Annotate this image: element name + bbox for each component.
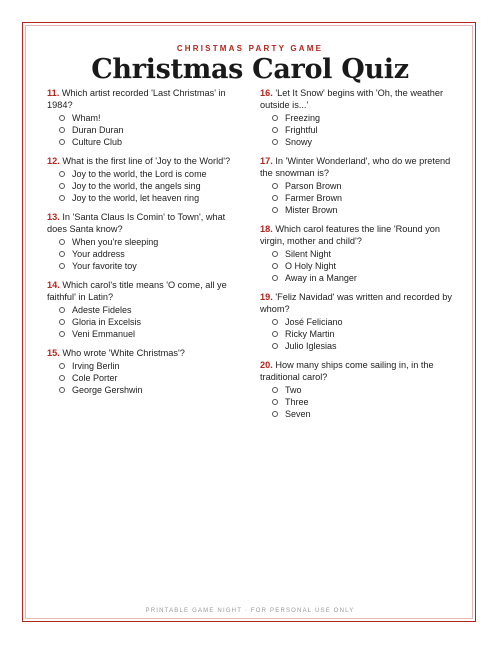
options-list bbox=[260, 384, 460, 420]
option-item: Mister Brown bbox=[272, 204, 460, 216]
question-text: How many ships come sailing in, in the traditional carol? bbox=[260, 360, 434, 382]
options-list bbox=[47, 236, 247, 272]
option-item: Joy to the world, the Lord is come bbox=[59, 168, 247, 180]
option-item: Veni Emmanuel bbox=[59, 328, 247, 340]
question-number: 13. bbox=[47, 212, 60, 222]
circle-bullet-icon bbox=[59, 363, 65, 369]
circle-bullet-icon bbox=[272, 139, 278, 145]
circle-bullet-icon bbox=[272, 319, 278, 325]
circle-bullet-icon bbox=[59, 115, 65, 121]
circle-bullet-icon bbox=[59, 183, 65, 189]
option-item: Seven bbox=[272, 408, 460, 420]
option-item: Julio Iglesias bbox=[272, 340, 460, 352]
circle-bullet-icon bbox=[272, 411, 278, 417]
options-list bbox=[260, 112, 460, 148]
option-item: Parson Brown bbox=[272, 180, 460, 192]
option-item: Two bbox=[272, 384, 460, 396]
question-18 bbox=[260, 223, 460, 284]
circle-bullet-icon bbox=[59, 171, 65, 177]
option-item: Farmer Brown bbox=[272, 192, 460, 204]
circle-bullet-icon bbox=[272, 183, 278, 189]
circle-bullet-icon bbox=[272, 207, 278, 213]
question-14 bbox=[47, 279, 247, 340]
option-item: Ricky Martin bbox=[272, 328, 460, 340]
question-text: 'Let It Snow' begins with 'Oh, the weather outside is...' bbox=[260, 88, 444, 110]
options-list bbox=[47, 360, 247, 396]
circle-bullet-icon bbox=[272, 343, 278, 349]
options-list bbox=[47, 304, 247, 340]
question-number: 19. bbox=[260, 292, 273, 302]
option-item: Your address bbox=[59, 248, 247, 260]
circle-bullet-icon bbox=[272, 263, 278, 269]
option-item: Wham! bbox=[59, 112, 247, 124]
question-text: 'Feliz Navidad' was written and recorded by whom? bbox=[260, 292, 452, 314]
circle-bullet-icon bbox=[59, 387, 65, 393]
kicker-label: CHRISTMAS PARTY GAME bbox=[176, 44, 324, 53]
circle-bullet-icon bbox=[59, 195, 65, 201]
question-number: 17. bbox=[260, 156, 273, 166]
question-text: Which carol features the line 'Round yon virgin, mother and child'? bbox=[260, 224, 441, 246]
question-number: 12. bbox=[47, 156, 60, 166]
page-title: Christmas Carol Quiz bbox=[91, 54, 409, 85]
question-text: In 'Santa Claus Is Comin' to Town', what does Santa know? bbox=[47, 212, 226, 234]
option-item: Frightful bbox=[272, 124, 460, 136]
question-17 bbox=[260, 155, 460, 216]
circle-bullet-icon bbox=[59, 251, 65, 257]
question-15 bbox=[47, 347, 247, 396]
option-item: Cole Porter bbox=[59, 372, 247, 384]
circle-bullet-icon bbox=[59, 319, 65, 325]
option-item: Your favorite toy bbox=[59, 260, 247, 272]
question-11 bbox=[47, 87, 247, 148]
question-number: 11. bbox=[47, 88, 60, 98]
circle-bullet-icon bbox=[59, 375, 65, 381]
footer-note: PRINTABLE GAME NIGHT · FOR PERSONAL USE ONLY bbox=[145, 608, 355, 614]
options-list bbox=[260, 180, 460, 216]
question-number: 14. bbox=[47, 280, 60, 290]
circle-bullet-icon bbox=[272, 399, 278, 405]
option-item: Silent Night bbox=[272, 248, 460, 260]
question-number: 20. bbox=[260, 360, 273, 370]
circle-bullet-icon bbox=[272, 195, 278, 201]
question-text: Which carol's title means 'O come, all ye faithful' in Latin? bbox=[47, 280, 227, 302]
option-item: George Gershwin bbox=[59, 384, 247, 396]
circle-bullet-icon bbox=[59, 263, 65, 269]
question-text: What is the first line of 'Joy to the World'? bbox=[62, 156, 231, 166]
question-20 bbox=[260, 359, 460, 420]
option-item: Joy to the world, let heaven ring bbox=[59, 192, 247, 204]
question-12 bbox=[47, 155, 247, 204]
option-item: Duran Duran bbox=[59, 124, 247, 136]
left-column bbox=[47, 87, 247, 403]
circle-bullet-icon bbox=[272, 115, 278, 121]
option-item: O Holy Night bbox=[272, 260, 460, 272]
options-list bbox=[260, 316, 460, 352]
circle-bullet-icon bbox=[59, 139, 65, 145]
circle-bullet-icon bbox=[59, 307, 65, 313]
options-list bbox=[47, 112, 247, 148]
question-number: 16. bbox=[260, 88, 273, 98]
circle-bullet-icon bbox=[272, 251, 278, 257]
option-item: Snowy bbox=[272, 136, 460, 148]
option-item: Gloria in Excelsis bbox=[59, 316, 247, 328]
circle-bullet-icon bbox=[59, 127, 65, 133]
circle-bullet-icon bbox=[272, 275, 278, 281]
question-text: Who wrote 'White Christmas'? bbox=[62, 348, 185, 358]
question-text: Which artist recorded 'Last Christmas' in 1984? bbox=[47, 88, 226, 110]
option-item: Away in a Manger bbox=[272, 272, 460, 284]
option-item: Joy to the world, the angels sing bbox=[59, 180, 247, 192]
circle-bullet-icon bbox=[272, 127, 278, 133]
right-column bbox=[260, 87, 460, 427]
option-item: José Feliciano bbox=[272, 316, 460, 328]
question-13 bbox=[47, 211, 247, 272]
options-list bbox=[47, 168, 247, 204]
circle-bullet-icon bbox=[59, 331, 65, 337]
circle-bullet-icon bbox=[272, 387, 278, 393]
circle-bullet-icon bbox=[272, 331, 278, 337]
option-item: Three bbox=[272, 396, 460, 408]
option-item: Adeste Fideles bbox=[59, 304, 247, 316]
option-item: Freezing bbox=[272, 112, 460, 124]
question-16 bbox=[260, 87, 460, 148]
option-item: When you're sleeping bbox=[59, 236, 247, 248]
question-text: In 'Winter Wonderland', who do we pretend the snowman is? bbox=[260, 156, 451, 178]
question-number: 15. bbox=[47, 348, 60, 358]
question-19 bbox=[260, 291, 460, 352]
option-item: Culture Club bbox=[59, 136, 247, 148]
option-item: Irving Berlin bbox=[59, 360, 247, 372]
question-number: 18. bbox=[260, 224, 273, 234]
options-list bbox=[260, 248, 460, 284]
circle-bullet-icon bbox=[59, 239, 65, 245]
